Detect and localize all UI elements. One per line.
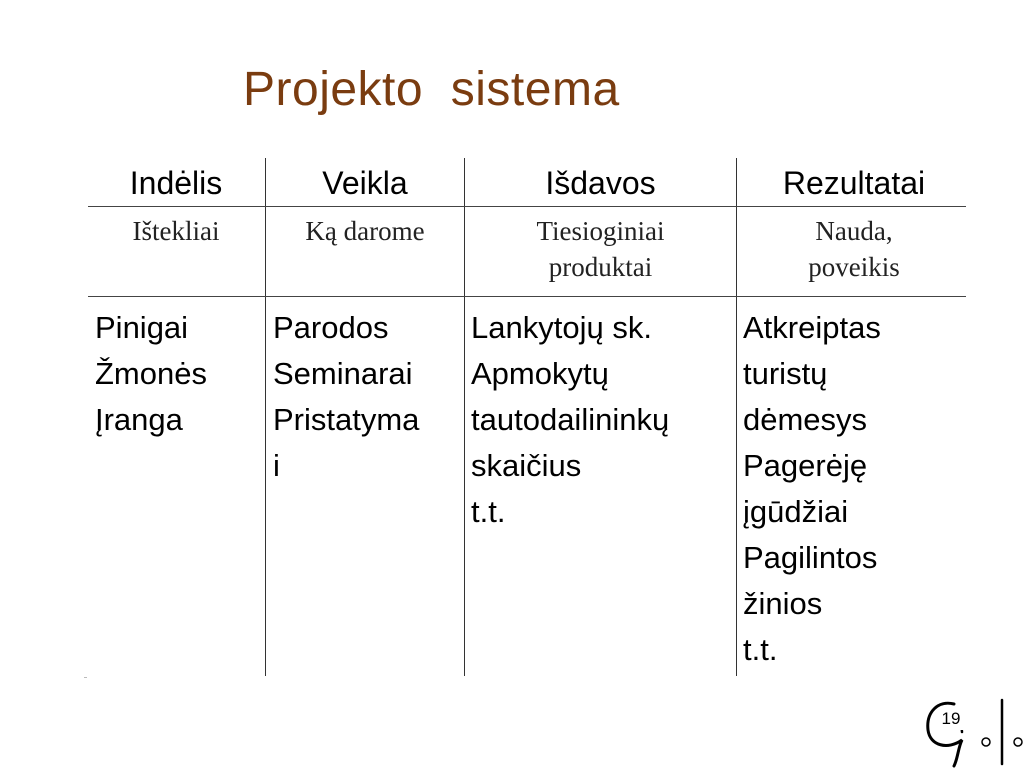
column-items-veikla bbox=[273, 305, 419, 489]
column-subheader-rezultatai bbox=[737, 213, 971, 285]
page-number: 19 bbox=[938, 708, 964, 730]
list-item: Parodos bbox=[273, 310, 389, 345]
list-item: Pagerėję bbox=[743, 448, 868, 483]
subheader-line: Ištekliai bbox=[132, 216, 220, 246]
subheader-line: produktai bbox=[548, 252, 653, 282]
list-item: Žmonės bbox=[95, 356, 207, 391]
list-item: tautodailininkų bbox=[471, 402, 670, 437]
column-header-veikla: Veikla bbox=[322, 165, 408, 201]
header-rule bbox=[88, 206, 966, 207]
list-item: Apmokytų bbox=[471, 356, 609, 391]
list-item: Pinigai bbox=[95, 310, 189, 345]
list-item: žinios bbox=[743, 586, 823, 621]
column-subheader-veikla bbox=[266, 213, 464, 249]
list-item: turistų bbox=[743, 356, 828, 391]
list-item: Lankytojų sk. bbox=[471, 310, 652, 345]
subheader-line: Ką darome bbox=[305, 216, 425, 246]
column-header-indelis: Indėlis bbox=[129, 165, 223, 201]
list-item: t.t. bbox=[471, 494, 506, 529]
subheader-line: poveikis bbox=[808, 252, 900, 282]
column-items-indelis bbox=[95, 305, 207, 443]
slide-title: Projekto sistema bbox=[243, 63, 620, 116]
column-header-isdavos: Išdavos bbox=[545, 165, 656, 201]
list-item: skaičius bbox=[471, 448, 582, 483]
list-item: i bbox=[273, 448, 280, 483]
list-item: Įranga bbox=[95, 402, 183, 437]
signature-logo-icon bbox=[918, 692, 1024, 768]
subheader-rule bbox=[88, 296, 966, 297]
column-header-rezultatai: Rezultatai bbox=[782, 165, 926, 201]
subheader-line: Tiesioginiai bbox=[536, 216, 665, 246]
column-subheader-indelis bbox=[88, 213, 264, 249]
stray-mark bbox=[84, 677, 87, 678]
list-item: Pristatyma bbox=[273, 402, 420, 437]
list-item: įgūdžiai bbox=[743, 494, 849, 529]
list-item: Atkreiptas bbox=[743, 310, 881, 345]
column-items-isdavos bbox=[471, 305, 669, 535]
list-item: Pagilintos bbox=[743, 540, 878, 575]
subheader-line: Nauda, bbox=[815, 216, 893, 246]
list-item: Seminarai bbox=[273, 356, 413, 391]
column-subheader-isdavos bbox=[465, 213, 736, 285]
list-item: dėmesys bbox=[743, 402, 868, 437]
column-items-rezultatai bbox=[743, 305, 881, 673]
list-item: t.t. bbox=[743, 632, 778, 667]
